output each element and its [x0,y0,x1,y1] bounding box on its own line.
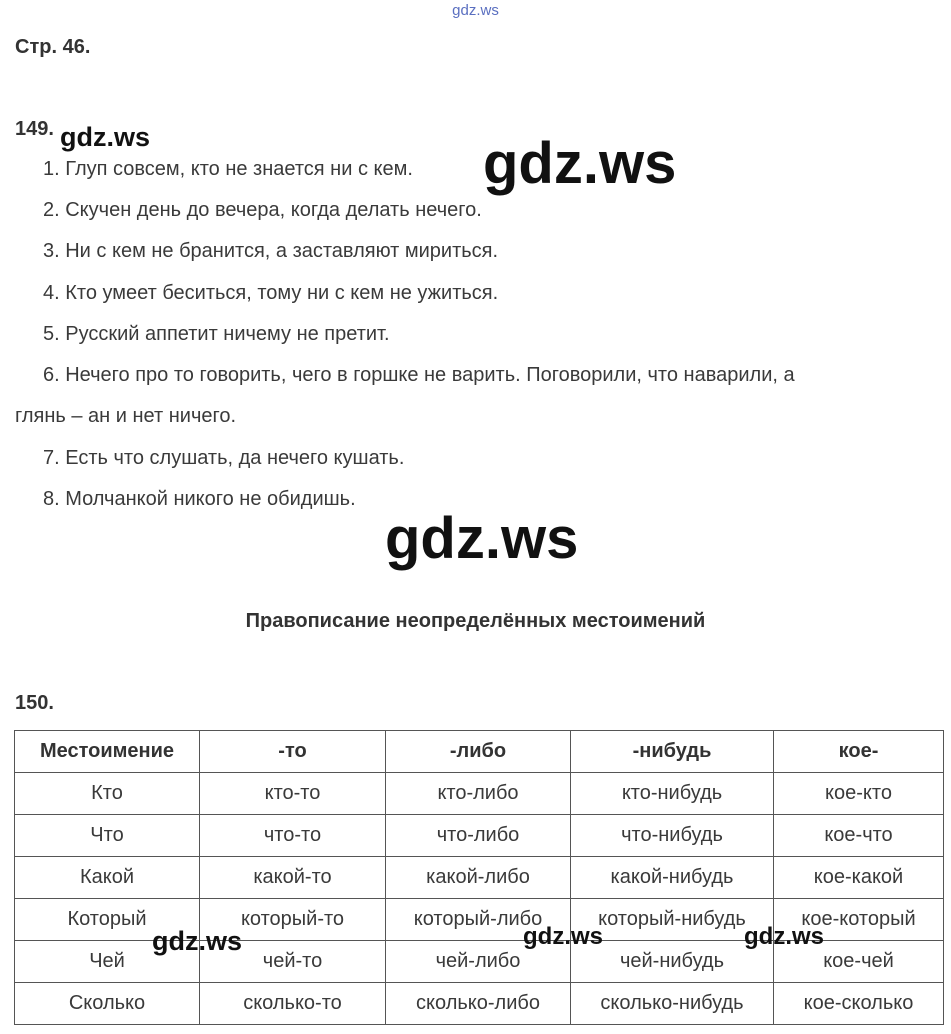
ex149-line-3: 3. Ни с кем не бранится, а заставляют мириться. [43,240,499,262]
watermark-table-center: gdz.ws [523,923,604,950]
table-cell: чей-либо [386,941,571,983]
ex149-line-8: 8. Молчанкой никого не обидишь. [43,488,356,510]
table-cell: Который [15,899,200,941]
table-cell: сколько-либо [386,983,571,1025]
ex149-line-5: 5. Русский аппетит ничему не претит. [43,323,390,345]
header-cell: кое- [774,731,944,773]
table-cell: кое-чей [774,941,944,983]
table-row [15,773,944,815]
section-title: Правописание неопределённых местоимений [245,610,706,632]
table-cell: чей-то [200,941,386,983]
exercise-150-number: 150. [15,692,54,714]
table-cell: который-либо [386,899,571,941]
table-cell: кто-нибудь [571,773,774,815]
page-label: Стр. 46. [15,36,91,58]
table-cell: кто-то [200,773,386,815]
header-cell: Местоимение [15,731,200,773]
header-cell: -нибудь [571,731,774,773]
header-cell: -либо [386,731,571,773]
table-cell: какой-нибудь [571,857,774,899]
watermark-149: gdz.ws [60,122,151,152]
table-row [15,857,944,899]
table-cell: сколько-нибудь [571,983,774,1025]
pronouns-table [14,730,944,1025]
watermark-table-right: gdz.ws [744,923,825,950]
exercise-149-number: 149. [15,118,54,140]
watermark-table-left: gdz.ws [152,926,243,956]
table-cell: сколько-то [200,983,386,1025]
table-cell: чей-нибудь [571,941,774,983]
ex149-line-6-continued: глянь – ан и нет ничего. [15,405,237,427]
watermark-large-middle: gdz.ws [385,506,579,571]
table-cell: который-то [200,899,386,941]
ex149-line-7: 7. Есть что слушать, да нечего кушать. [43,447,405,469]
header-cell: -то [200,731,386,773]
table-cell: Кто [15,773,200,815]
table-header-row [15,731,944,773]
table-cell: Что [15,815,200,857]
table-cell: какой-то [200,857,386,899]
table-cell: кто-либо [386,773,571,815]
ex149-line-2: 2. Скучен день до вечера, когда делать нечего. [43,199,482,221]
table-cell: Чей [15,941,200,983]
table-cell: кое-сколько [774,983,944,1025]
table-cell: кое-какой [774,857,944,899]
table-cell: что-нибудь [571,815,774,857]
watermark-large-top: gdz.ws [483,131,677,196]
ex149-line-4: 4. Кто умеет беситься, тому ни с кем не ужиться. [43,282,499,304]
table-cell: Какой [15,857,200,899]
ex149-line-6: 6. Нечего про то говорить, чего в горшке не варить. Поговорили, что наварили, а [43,364,795,386]
table-row [15,815,944,857]
table-cell: что-либо [386,815,571,857]
ex149-line-1: 1. Глуп совсем, кто не знается ни с кем. [43,158,413,180]
table-row [15,983,944,1025]
table-cell: который-нибудь [571,899,774,941]
table-cell: какой-либо [386,857,571,899]
table-cell: что-то [200,815,386,857]
table-cell: кое-кто [774,773,944,815]
top-watermark: gdz.ws [452,2,499,19]
table-cell: Сколько [15,983,200,1025]
table-cell: кое-что [774,815,944,857]
table-cell: кое-который [774,899,944,941]
